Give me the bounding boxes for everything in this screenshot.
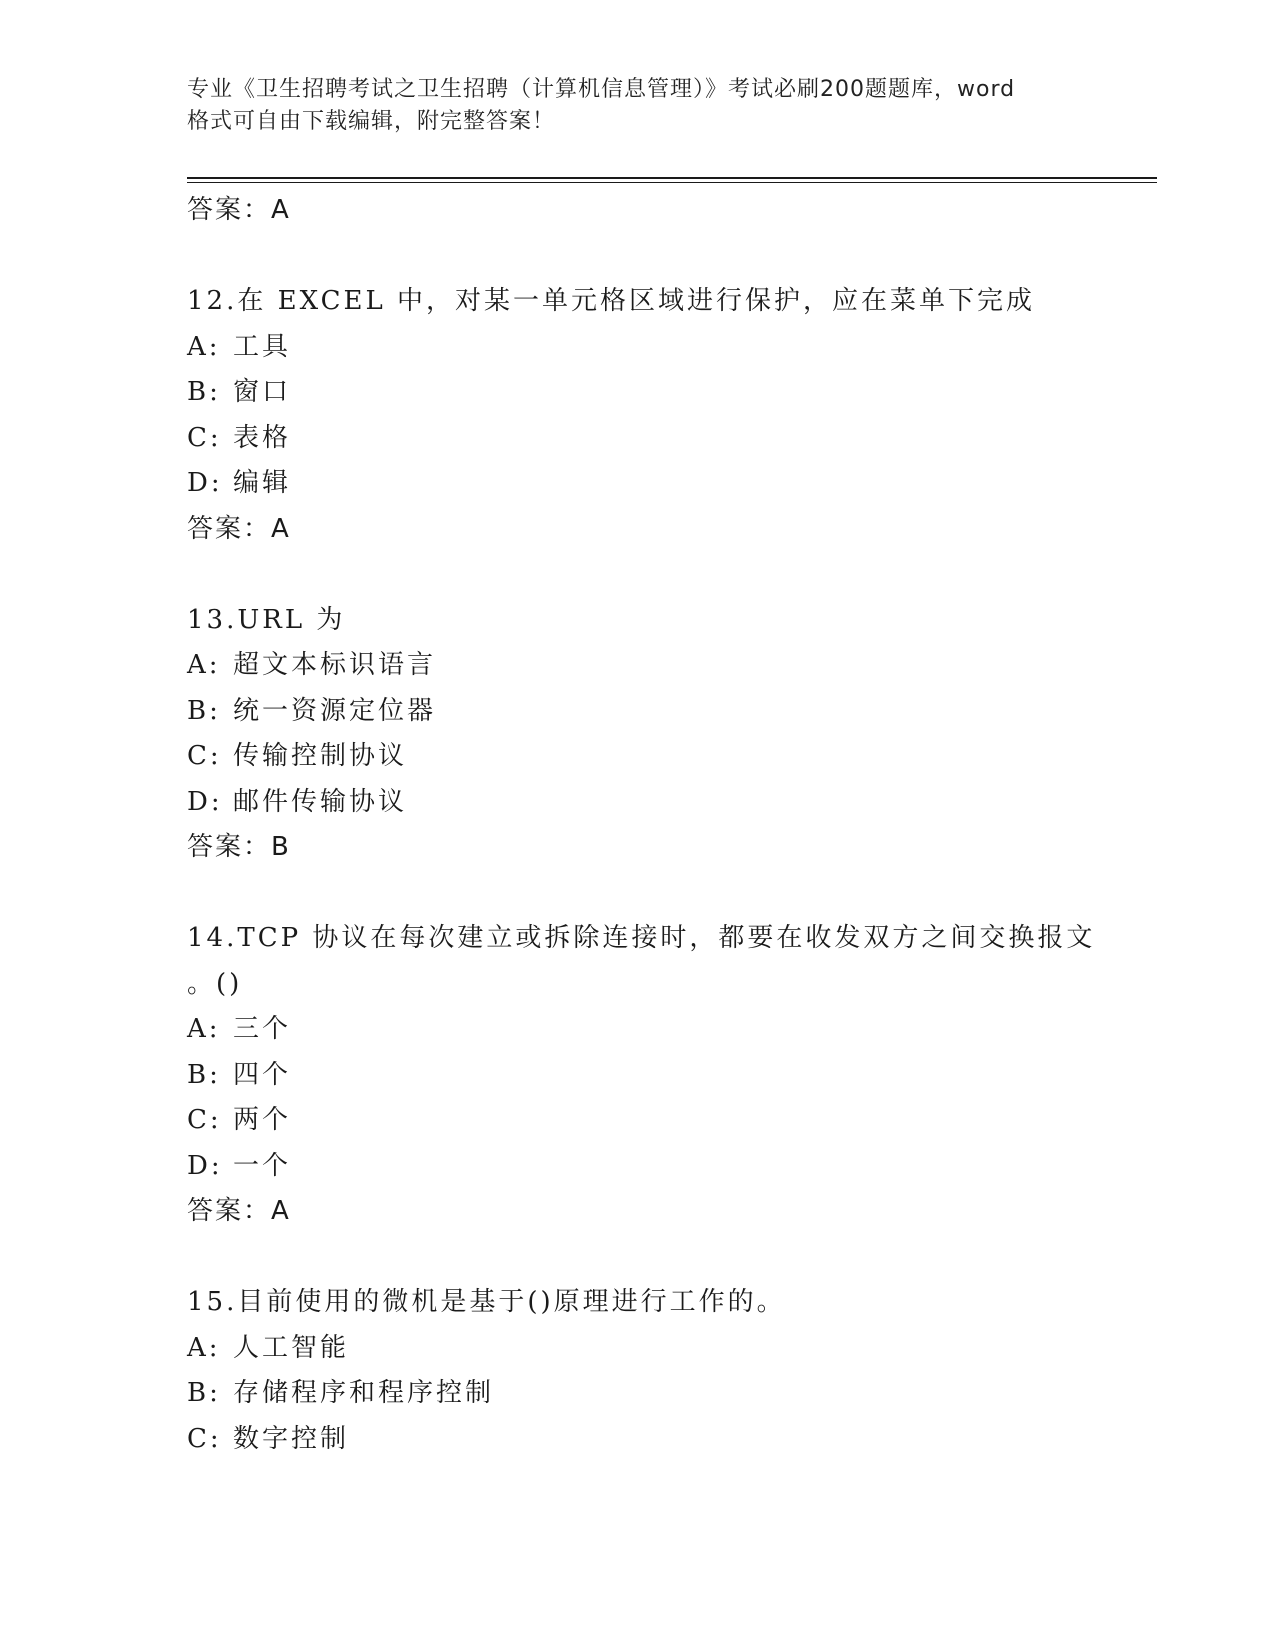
option-label: C:	[187, 422, 222, 453]
option-text: 数字控制	[233, 1423, 350, 1454]
header-rule-thin	[187, 182, 1157, 183]
option-text: 窗口	[233, 377, 292, 407]
spacer	[187, 1235, 1147, 1281]
option-c	[187, 1098, 1147, 1144]
option-d	[187, 780, 1147, 826]
option-text: 三个	[233, 1014, 292, 1044]
header-rule-thick	[187, 177, 1157, 179]
option-b	[187, 1053, 1147, 1099]
option-a	[187, 1326, 1147, 1372]
question-stem: 15.目前使用的微机是基于()原理进行工作的。	[187, 1287, 786, 1317]
answer-line: 答案：A	[187, 1196, 291, 1226]
header-line-1: 专业《卫生招聘考试之卫生招聘（计算机信息管理）》考试必刷200题题库，word	[187, 77, 1016, 102]
option-a	[187, 1007, 1147, 1053]
answer-line: 答案：A	[187, 195, 291, 225]
option-text: 传输控制协议	[233, 741, 408, 771]
question-13	[187, 598, 1147, 871]
option-label: C:	[187, 1423, 222, 1454]
option-text: 两个	[233, 1105, 292, 1135]
option-label: A:	[187, 1014, 221, 1044]
option-c	[187, 1417, 1147, 1463]
option-a	[187, 325, 1147, 371]
option-text: 统一资源定位器	[233, 695, 437, 726]
spacer	[187, 871, 1147, 917]
question-stem: 14.TCP 协议在每次建立或拆除连接时，都要在收发双方之间交换报文	[187, 923, 1096, 953]
option-label: D:	[187, 786, 223, 817]
document-header	[187, 74, 1107, 138]
option-text: 四个	[233, 1059, 292, 1090]
option-label: A:	[187, 331, 221, 362]
option-b	[187, 370, 1147, 416]
option-text: 邮件传输协议	[233, 786, 408, 817]
option-label: B:	[187, 377, 221, 407]
answer-line: 答案：A	[187, 513, 291, 544]
option-c	[187, 416, 1147, 462]
answer-line: 答案：B	[187, 832, 291, 862]
question-stem: 13.URL 为	[187, 604, 346, 635]
option-text: 超文本标识语言	[233, 650, 437, 680]
option-a	[187, 643, 1147, 689]
option-text: 编辑	[233, 468, 292, 498]
spacer	[187, 552, 1147, 598]
question-stem-continuation: 。()	[187, 968, 243, 999]
option-label: B:	[187, 1059, 221, 1090]
question-stem: 12.在 EXCEL 中，对某一单元格区域进行保护，应在菜单下完成	[187, 286, 1036, 316]
option-label: C:	[187, 741, 222, 771]
question-12	[187, 279, 1147, 552]
option-label: B:	[187, 1378, 221, 1408]
option-b	[187, 689, 1147, 735]
spacer	[187, 234, 1147, 280]
option-label: D:	[187, 1150, 223, 1181]
option-text: 表格	[233, 422, 292, 453]
option-label: A:	[187, 650, 221, 680]
option-text: 存储程序和程序控制	[233, 1378, 495, 1408]
option-text: 工具	[233, 331, 292, 362]
option-d	[187, 461, 1147, 507]
option-label: C:	[187, 1105, 222, 1135]
option-text: 一个	[233, 1150, 292, 1181]
question-14	[187, 916, 1147, 1235]
option-label: A:	[187, 1332, 221, 1363]
option-b	[187, 1371, 1147, 1417]
option-c	[187, 734, 1147, 780]
option-label: B:	[187, 695, 221, 726]
question-list	[187, 188, 1147, 1462]
option-text: 人工智能	[233, 1332, 350, 1363]
question-15	[187, 1280, 1147, 1462]
option-label: D:	[187, 468, 223, 498]
header-line-2: 格式可自由下载编辑，附完整答案！	[187, 109, 556, 134]
option-d	[187, 1144, 1147, 1190]
